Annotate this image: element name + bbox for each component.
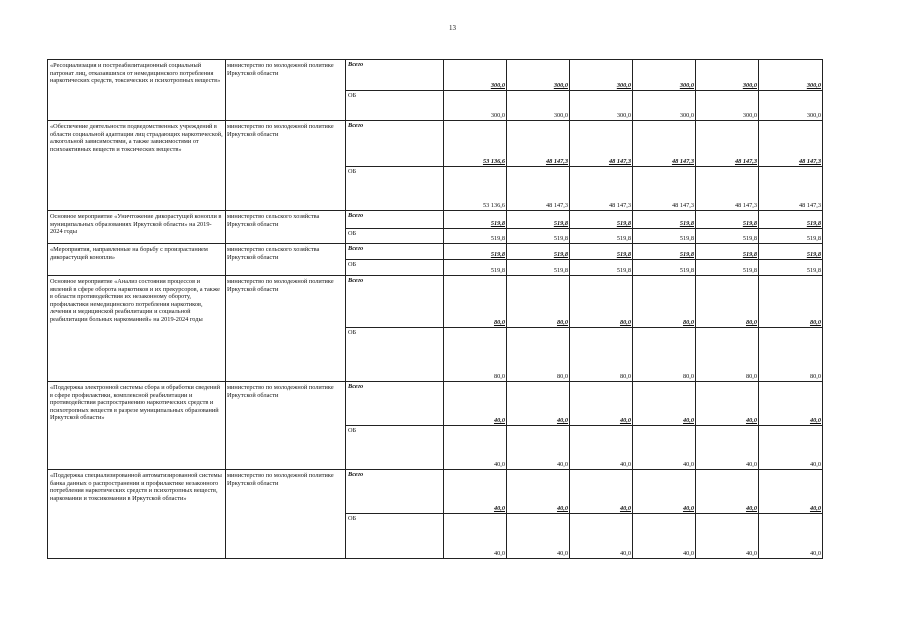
source-label-total: Всего [346,382,444,426]
ob-value-cell: 300,0 [570,91,633,121]
total-value-cell: 519,8 [570,211,633,229]
total-value-cell: 300,0 [444,60,507,91]
executor-name: министерство сельского хозяйства Иркутской области [226,244,346,276]
total-value-cell: 40,0 [570,382,633,426]
activity-name: Основное мероприятие «Анализ состояния процессов и явлений в сфере оборота наркотиков и их прекурсоров, а также в области противодействия их незаконному обороту, профилактики немедицинского потребления наркотиков, лечения и медицинской реабилитации и социальной реабилитации больных наркоманией» на 2019-2024 годы [48,276,226,382]
ob-value-cell: 519,8 [444,260,507,276]
source-label-total: Всего [346,470,444,514]
total-value-cell: 40,0 [696,382,759,426]
activity-name: «Мероприятия, направленные на борьбу с произрастанием дикорастущей конопли» [48,244,226,276]
source-label-ob: ОБ [346,167,444,211]
ob-value-cell: 519,8 [759,229,823,244]
total-value-cell: 40,0 [507,470,570,514]
source-label-ob: ОБ [346,514,444,559]
table-row [48,276,823,328]
activity-name: «Обеспечение деятельности подведомственных учреждений в области социальной адаптации лиц страдающих наркотической, алкогольной зависимостями, а также зависимостями от психоактивных веществ и токсических веществ» [48,121,226,211]
ob-value-cell: 40,0 [444,426,507,470]
ob-value-cell: 40,0 [444,514,507,559]
ob-value-cell: 300,0 [507,91,570,121]
source-label-ob: ОБ [346,91,444,121]
ob-value-cell: 40,0 [759,514,823,559]
ob-value-cell: 40,0 [696,514,759,559]
total-value-cell: 40,0 [696,470,759,514]
executor-name: министерство по молодежной политике Иркутской области [226,121,346,211]
total-value-cell: 300,0 [570,60,633,91]
activity-name: «Поддержка специализированной автоматизированной системы банка данных о распространении и профилактике незаконного потребления наркотических средств и психотропных веществ, наркомании и токсикомании в Иркутской области» [48,470,226,559]
ob-value-cell: 519,8 [507,229,570,244]
source-label-ob: ОБ [346,229,444,244]
source-label-ob: ОБ [346,260,444,276]
source-label-total: Всего [346,211,444,229]
table-row [48,211,823,229]
ob-value-cell: 300,0 [633,91,696,121]
total-value-cell: 519,8 [570,244,633,260]
total-value-cell: 80,0 [696,276,759,328]
ob-value-cell: 40,0 [633,514,696,559]
ob-value-cell: 48 147,3 [507,167,570,211]
ob-value-cell: 519,8 [696,260,759,276]
total-value-cell: 40,0 [507,382,570,426]
source-label-ob: ОБ [346,328,444,382]
activity-name: Основное мероприятие «Уничтожение дикорастущей конопли в муниципальных образованиях Иркутской области» на 2019-2024 годы [48,211,226,244]
total-value-cell: 48 147,3 [570,121,633,167]
executor-name: министерство по молодежной политике Иркутской области [226,276,346,382]
total-value-cell: 519,8 [696,211,759,229]
total-value-cell: 80,0 [759,276,823,328]
ob-value-cell: 48 147,3 [570,167,633,211]
ob-value-cell: 40,0 [696,426,759,470]
ob-value-cell: 519,8 [507,260,570,276]
total-value-cell: 80,0 [444,276,507,328]
table-row [48,470,823,514]
total-value-cell: 53 136,6 [444,121,507,167]
total-value-cell: 300,0 [759,60,823,91]
ob-value-cell: 519,8 [633,229,696,244]
total-value-cell: 40,0 [633,470,696,514]
total-value-cell: 300,0 [507,60,570,91]
total-value-cell: 40,0 [633,382,696,426]
ob-value-cell: 519,8 [570,229,633,244]
executor-name: министерство по молодежной политике Иркутской области [226,382,346,470]
ob-value-cell: 40,0 [570,426,633,470]
ob-value-cell: 519,8 [444,229,507,244]
source-label-total: Всего [346,60,444,91]
total-value-cell: 80,0 [507,276,570,328]
table-row [48,244,823,260]
ob-value-cell: 519,8 [696,229,759,244]
table-row [48,121,823,167]
budget-table [47,59,823,559]
page-number: 13 [449,24,456,32]
source-label-total: Всего [346,121,444,167]
source-label-total: Всего [346,244,444,260]
total-value-cell: 80,0 [570,276,633,328]
executor-name: министерство по молодежной политике Иркутской области [226,470,346,559]
executor-name: министерство по молодежной политике Иркутской области [226,60,346,121]
table-row [48,60,823,91]
total-value-cell: 519,8 [759,211,823,229]
total-value-cell: 300,0 [633,60,696,91]
ob-value-cell: 40,0 [507,426,570,470]
ob-value-cell: 80,0 [444,328,507,382]
activity-name: «Ресоциализация и постреабилитационный социальный патронат лиц, отказавшихся от немедицинского потребления наркотических средств, токсических и психотропных веществ» [48,60,226,121]
ob-value-cell: 40,0 [507,514,570,559]
ob-value-cell: 300,0 [696,91,759,121]
ob-value-cell: 80,0 [507,328,570,382]
table-row [48,382,823,426]
activity-name: «Поддержка электронной системы сбора и обработки сведений в сфере профилактики, комплексной реабилитации и противодействия распространению наркотических средств и психотропных веществ в разрезе муниципальных образований Иркутской области» [48,382,226,470]
ob-value-cell: 80,0 [633,328,696,382]
ob-value-cell: 80,0 [696,328,759,382]
total-value-cell: 519,8 [444,244,507,260]
total-value-cell: 519,8 [633,244,696,260]
ob-value-cell: 48 147,3 [696,167,759,211]
ob-value-cell: 300,0 [444,91,507,121]
ob-value-cell: 53 136,6 [444,167,507,211]
total-value-cell: 519,8 [759,244,823,260]
total-value-cell: 519,8 [444,211,507,229]
ob-value-cell: 80,0 [759,328,823,382]
total-value-cell: 40,0 [444,382,507,426]
total-value-cell: 48 147,3 [696,121,759,167]
ob-value-cell: 40,0 [633,426,696,470]
total-value-cell: 40,0 [444,470,507,514]
ob-value-cell: 300,0 [759,91,823,121]
total-value-cell: 40,0 [759,470,823,514]
ob-value-cell: 40,0 [759,426,823,470]
executor-name: министерство сельского хозяйства Иркутской области [226,211,346,244]
total-value-cell: 48 147,3 [507,121,570,167]
source-label-ob: ОБ [346,426,444,470]
ob-value-cell: 40,0 [570,514,633,559]
ob-value-cell: 519,8 [633,260,696,276]
total-value-cell: 48 147,3 [759,121,823,167]
ob-value-cell: 80,0 [570,328,633,382]
source-label-total: Всего [346,276,444,328]
total-value-cell: 519,8 [696,244,759,260]
total-value-cell: 519,8 [507,244,570,260]
ob-value-cell: 519,8 [570,260,633,276]
ob-value-cell: 48 147,3 [633,167,696,211]
total-value-cell: 80,0 [633,276,696,328]
total-value-cell: 519,8 [507,211,570,229]
total-value-cell: 48 147,3 [633,121,696,167]
total-value-cell: 40,0 [759,382,823,426]
total-value-cell: 519,8 [633,211,696,229]
ob-value-cell: 519,8 [759,260,823,276]
ob-value-cell: 48 147,3 [759,167,823,211]
total-value-cell: 40,0 [570,470,633,514]
total-value-cell: 300,0 [696,60,759,91]
